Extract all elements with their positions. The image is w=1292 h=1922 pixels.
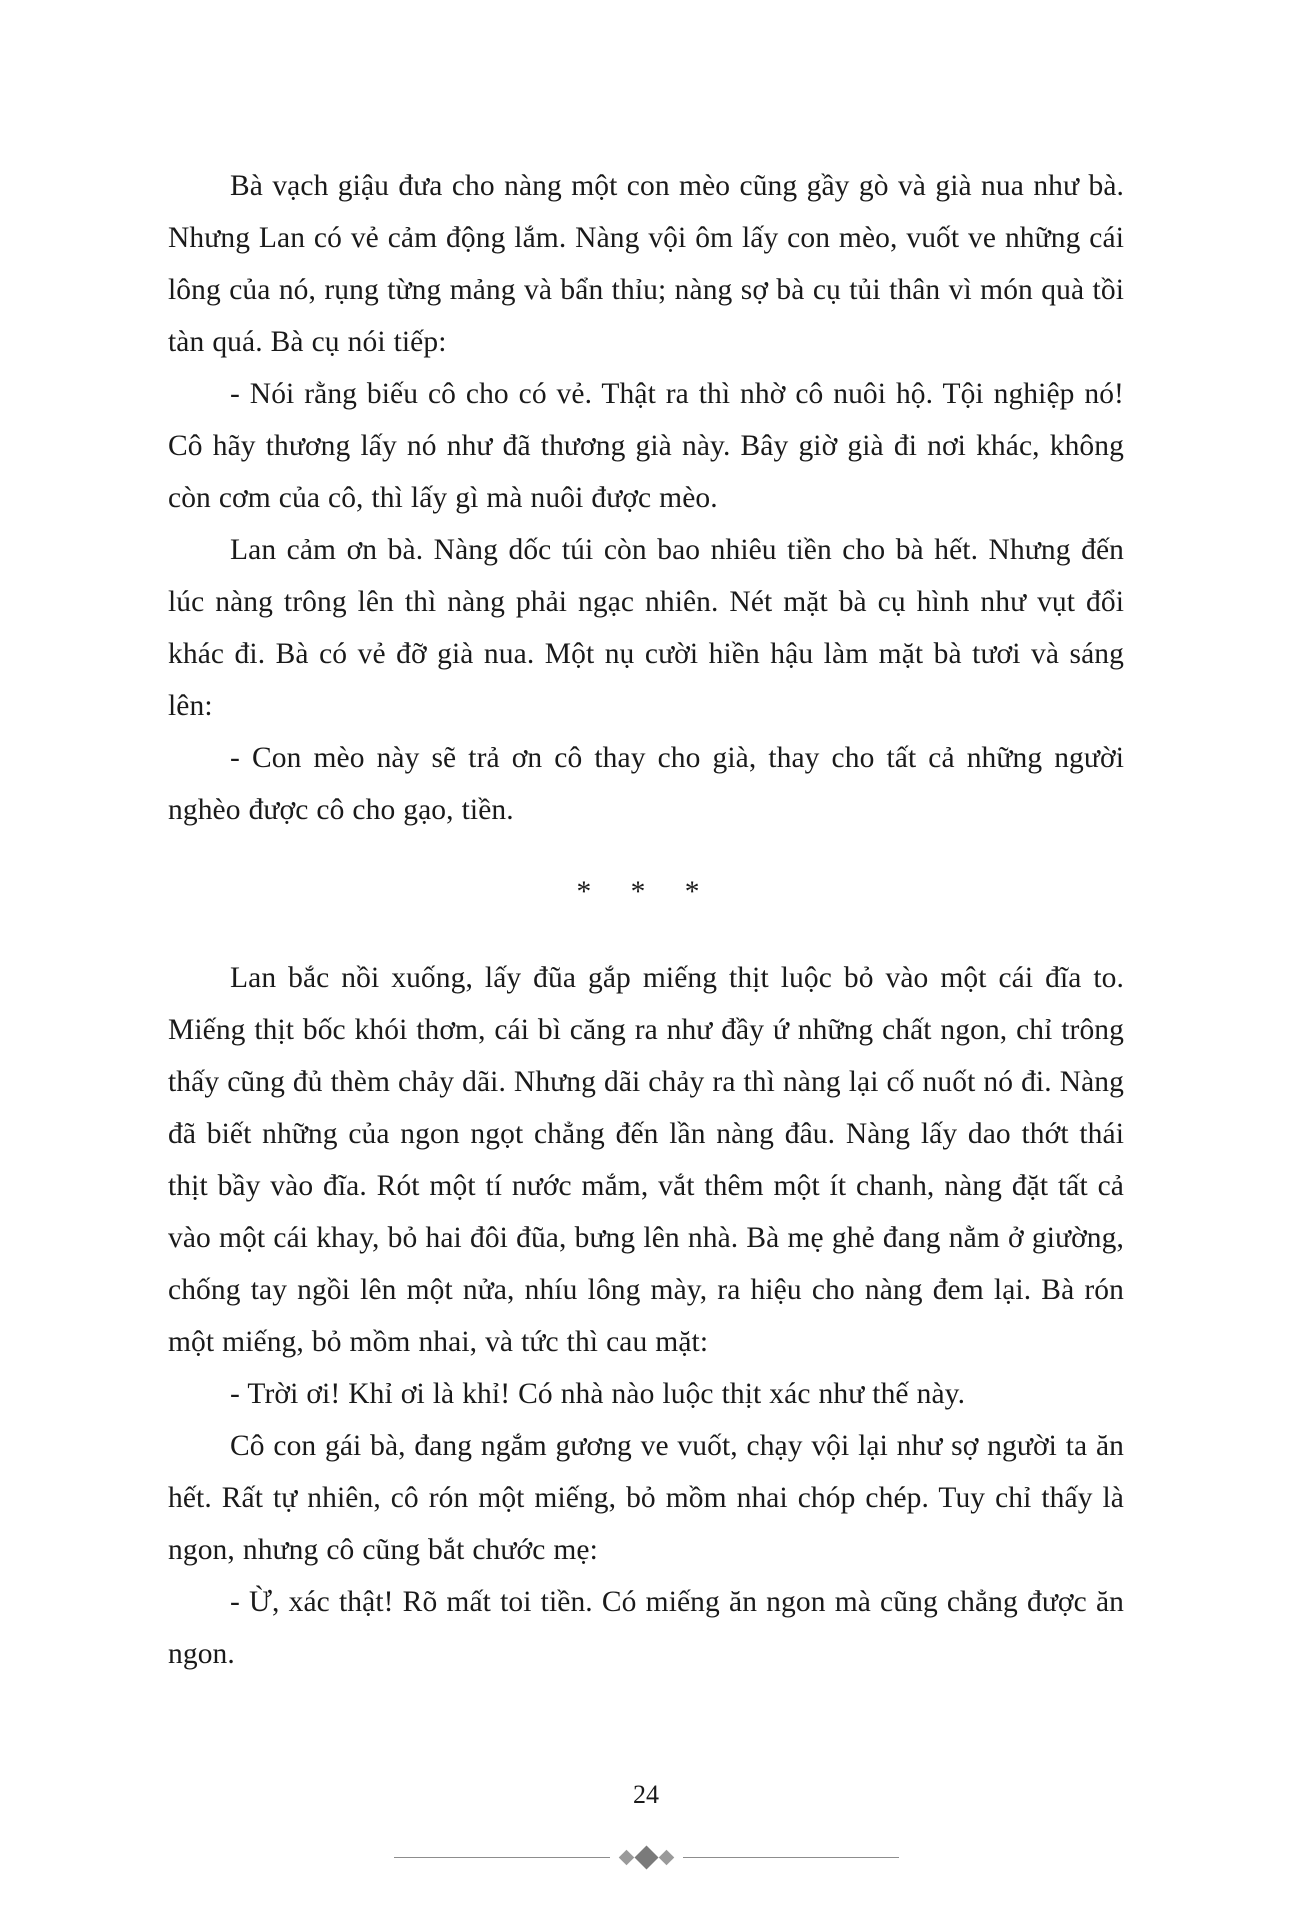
- diamond-icon: [658, 1850, 674, 1866]
- page-footer: [0, 1732, 1292, 1922]
- page-text-body: [168, 160, 1124, 1680]
- paragraph: - Ừ, xác thật! Rõ mất toi tiền. Có miếng ăn ngon mà cũng chẳng được ăn ngon.: [168, 1586, 1124, 1670]
- paragraph: Lan cảm ơn bà. Nàng dốc túi còn bao nhiêu tiền cho bà hết. Nhưng đến lúc nàng trông lên thì nàng phải ngạc nhiên. Nét mặt bà cụ hình như vụt đổi khác đi. Bà có vẻ đỡ già nua. Một nụ cười hiền hậu làm mặt bà tươi và sáng lên:: [168, 534, 1124, 722]
- paragraph: - Trời ơi! Khỉ ơi là khỉ! Có nhà nào luộc thịt xác như thế này.: [230, 1378, 966, 1410]
- diamond-icon: [634, 1845, 658, 1869]
- page-number: 24: [633, 1780, 659, 1809]
- section-break: * * *: [576, 876, 716, 908]
- ornament-line-right: [683, 1857, 899, 1858]
- footer-ornament: [0, 1849, 1292, 1866]
- paragraph: - Nói rằng biếu cô cho có vẻ. Thật ra thì nhờ cô nuôi hộ. Tội nghiệp nó! Cô hãy thương lấy nó như đã thương già này. Bây giờ già đi nơi khác, không còn cơm của cô, thì lấy gì mà nuôi được mèo.: [168, 378, 1124, 514]
- diamond-icon: [618, 1850, 634, 1866]
- paragraph: Cô con gái bà, đang ngắm gương ve vuốt, chạy vội lại như sợ người ta ăn hết. Rất tự nhiên, cô rón một miếng, bỏ mồm nhai chóp chép. Tuy chỉ thấy là ngon, nhưng cô cũng bắt chước mẹ:: [168, 1430, 1124, 1566]
- paragraph: Bà vạch giậu đưa cho nàng một con mèo cũng gầy gò và già nua như bà. Nhưng Lan có vẻ cảm động lắm. Nàng vội ôm lấy con mèo, vuốt ve những cái lông của nó, rụng từng mảng và bẩn thỉu; nàng sợ bà cụ tủi thân vì món quà tồi tàn quá. Bà cụ nói tiếp:: [168, 170, 1124, 358]
- paragraph: - Con mèo này sẽ trả ơn cô thay cho già, thay cho tất cả những người nghèo được cô cho gạo, tiền.: [168, 742, 1124, 826]
- paragraph: Lan bắc nồi xuống, lấy đũa gắp miếng thịt luộc bỏ vào một cái đĩa to. Miếng thịt bốc khói thơm, cái bì căng ra như đầy ứ những chất ngon, chỉ trông thấy cũng đủ thèm chảy dãi. Nhưng dãi chảy ra thì nàng lại cố nuốt nó đi. Nàng đã biết những của ngon ngọt chẳng đến lần nàng đâu. Nàng lấy dao thớt thái thịt bầy vào đĩa. Rót một tí nước mắm, vắt thêm một ít chanh, nàng đặt tất cả vào một cái khay, bỏ hai đôi đũa, bưng lên nhà. Bà mẹ ghẻ đang nằm ở giường, chống tay ngồi lên một nửa, nhíu lông mày, ra hiệu cho nàng đem lại. Bà rón một miếng, bỏ mồm nhai, và tức thì cau mặt:: [168, 962, 1124, 1358]
- ornament-line-left: [394, 1857, 610, 1858]
- ornament-diamonds: [618, 1849, 675, 1866]
